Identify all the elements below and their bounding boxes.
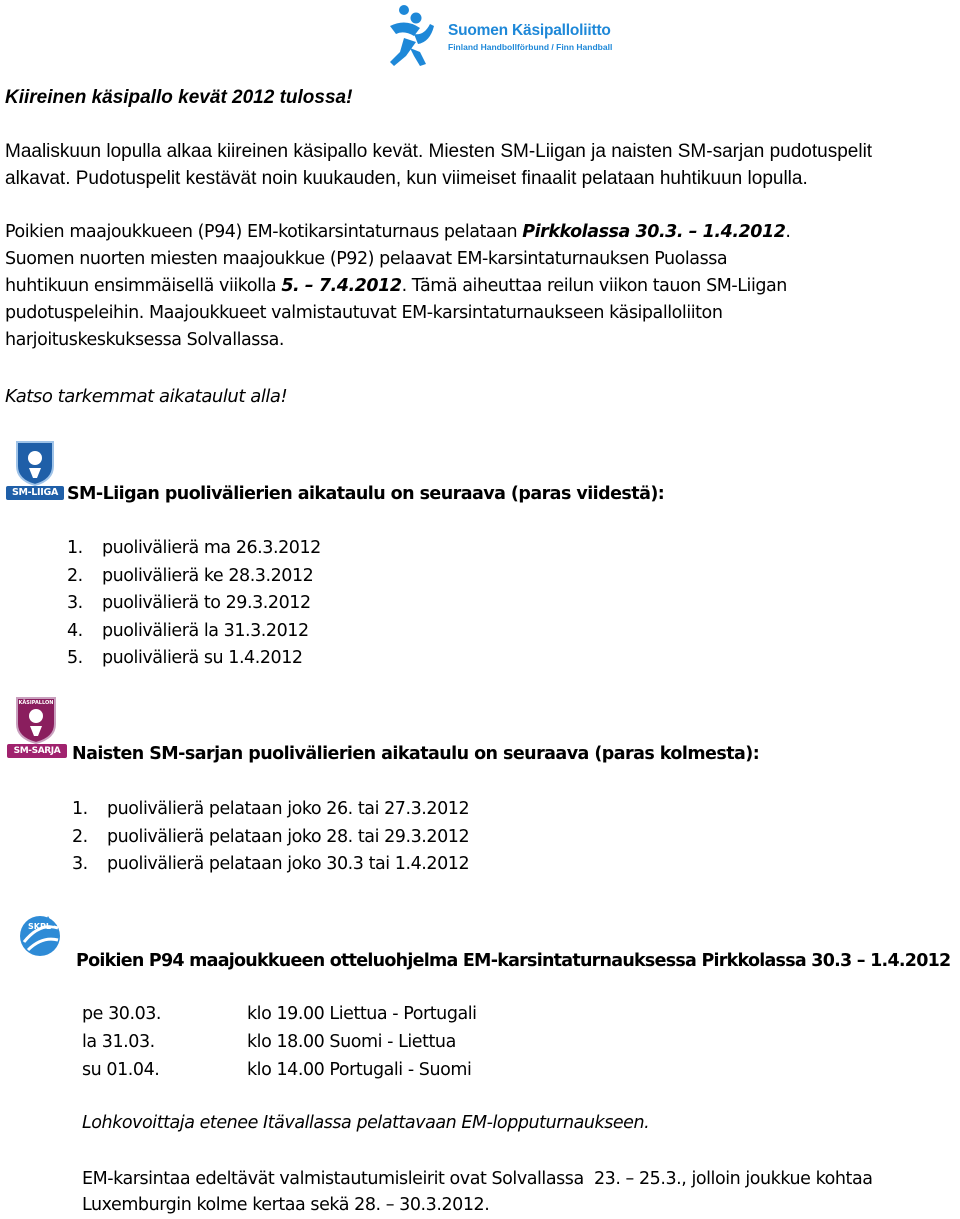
national-line-3: huhtikuun ensimmäisellä viikolla bbox=[5, 276, 282, 296]
shield-icon bbox=[15, 440, 55, 486]
national-dates-p92: 5. – 7.4.2012 bbox=[281, 276, 402, 296]
national-line-2: Suomen nuorten miesten maajoukkue (P92) pelaavat EM-karsintaturnauksen Puolassa bbox=[5, 249, 728, 269]
smsarja-heading: Naisten SM-sarjan puolivälierien aikataulu on seuraava (paras kolmesta): bbox=[72, 744, 760, 764]
page-title: Kiireinen käsipallo kevät 2012 tulossa! bbox=[5, 87, 353, 108]
camp-line-1: EM-karsintaa edeltävät valmistautumisleirit ovat Solvallassa 23. – 25.3., jolloin joukkue kohtaa bbox=[82, 1169, 873, 1189]
table-row: la 31.03. klo 18.00 Suomi - Liettua bbox=[82, 1032, 456, 1052]
smliiga-heading: SM-Liigan puolivälierien aikataulu on seuraava (paras viidestä): bbox=[67, 484, 665, 504]
skpl-logo-text: SKPL bbox=[28, 922, 51, 931]
smsarja-schedule bbox=[72, 796, 469, 879]
org-name: Suomen Käsipalloliitto bbox=[448, 22, 611, 39]
table-row: su 01.04. klo 14.00 Portugali - Suomi bbox=[82, 1060, 472, 1080]
list-item: 5. puolivälierä su 1.4.2012 bbox=[67, 648, 303, 669]
smliiga-logo-text: SM-LIIGA bbox=[6, 486, 64, 500]
see-more-note: Katso tarkemmat aikataulut alla! bbox=[5, 386, 288, 407]
intro-line-2: alkavat. Pudotuspelit kestävät noin kuukauden, kun viimeiset finaalit pelataan huhtikuun lopulla. bbox=[5, 168, 808, 189]
smliiga-schedule bbox=[67, 535, 321, 673]
table-row: pe 30.03. klo 19.00 Liettua - Portugali bbox=[82, 1004, 477, 1024]
list-item: 3. puolivälierä pelataan joko 30.3 tai 1.4.2012 bbox=[72, 854, 470, 875]
list-item: 1. puolivälierä pelataan joko 26. tai 27.3.2012 bbox=[72, 799, 470, 819]
list-item: 2. puolivälierä ke 28.3.2012 bbox=[67, 565, 314, 586]
intro-line-1: Maaliskuun lopulla alkaa kiireinen käsipallo kevät. Miesten SM-Liigan ja naisten SM-sarjan pudotuspelit bbox=[5, 141, 873, 162]
list-item: 3. puolivälierä to 29.3.2012 bbox=[67, 593, 311, 614]
skpl-logo bbox=[14, 912, 66, 960]
camp-line-2: Luxemburgin kolme kertaa sekä 28. – 30.3.2012. bbox=[82, 1195, 490, 1215]
national-line-4: pudotuspeleihin. Maajoukkueet valmistautuvat EM-karsintaturnaukseen käsipalloliiton bbox=[5, 303, 723, 323]
winner-note: Lohkovoittaja etenee Itävallassa pelattavaan EM-lopputurnaukseen. bbox=[82, 1113, 650, 1133]
org-logo bbox=[380, 4, 620, 70]
national-paragraph: Poikien maajoukkueen (P94) EM-kotikarsintaturnaus pelataan Pirkkolassa 30.3. – 1.4.2012. Suomen nuorten miesten maajoukkue (P92) pelaavat EM-karsintaturnauksen Puolassa huhtikuun ensimmäisellä viikolla 5. – 7.4.2012. Tämä aiheuttaa reilun viikon tauon SM-Liigan pudotuspeleihin. Maajoukkueet valmistautuvat EM-karsintaturnaukseen käsipalloliiton harjoituskeskuksessa Solvallassa. bbox=[5, 219, 791, 354]
handball-player-icon bbox=[380, 4, 446, 70]
national-dates-p94: Pirkkolassa 30.3. – 1.4.2012 bbox=[522, 222, 786, 242]
smsarja-logo-text: SM-SARJA bbox=[7, 744, 67, 758]
national-line-5: harjoituskeskuksessa Solvallassa. bbox=[5, 330, 285, 350]
org-subtitle: Finland Handbollförbund / Finn Handball bbox=[448, 42, 613, 52]
smliiga-logo bbox=[6, 440, 64, 504]
list-item: 1. puolivälierä ma 26.3.2012 bbox=[67, 538, 321, 558]
ball-icon bbox=[14, 912, 66, 960]
national-line-1: Poikien maajoukkueen (P94) EM-kotikarsintaturnaus pelataan bbox=[5, 222, 523, 242]
smsarja-logo-top: KÄSIPALLON bbox=[18, 700, 54, 706]
list-item: 4. puolivälierä la 31.3.2012 bbox=[67, 620, 309, 641]
p94-heading: Poikien P94 maajoukkueen otteluohjelma EM-karsintaturnauksessa Pirkkolassa 30.3 – 1.4.2012 bbox=[76, 951, 951, 971]
list-item: 2. puolivälierä pelataan joko 28. tai 29.3.2012 bbox=[72, 826, 470, 847]
p94-games bbox=[82, 1001, 542, 1085]
smsarja-logo bbox=[7, 696, 67, 764]
